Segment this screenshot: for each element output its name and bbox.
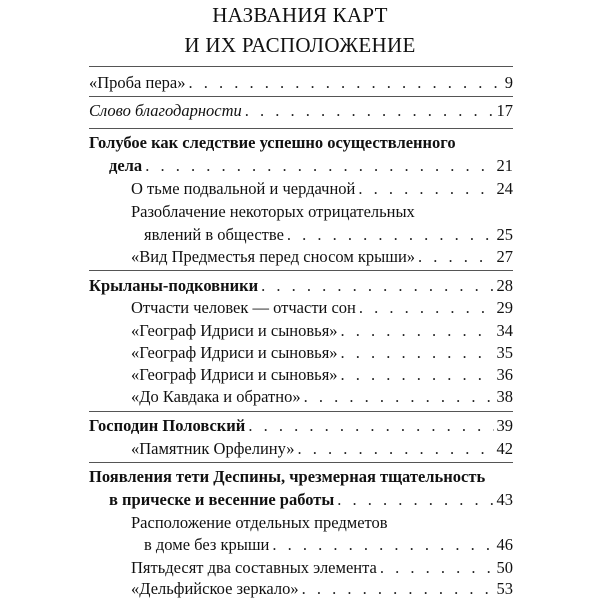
toc-entry [131, 344, 513, 362]
toc-entry-title: «Проба пера» [89, 73, 186, 92]
dot-leader [359, 299, 494, 317]
dot-leader [302, 580, 494, 598]
section-divider [89, 66, 513, 67]
toc-entry [131, 180, 513, 198]
toc-entry [131, 299, 513, 317]
toc-page-number: 29 [496, 298, 513, 317]
toc-entry [131, 248, 513, 266]
dot-leader [418, 248, 493, 266]
toc-entry-title: «Географ Идриси и сыновья» [131, 365, 338, 384]
toc-entry [131, 440, 513, 458]
toc-entry-title: «Памятник Орфелину» [131, 439, 295, 458]
toc-page-number: 27 [496, 247, 513, 266]
dot-leader [380, 559, 494, 577]
toc-page-number: 28 [496, 276, 513, 295]
toc-entry-title: «Географ Идриси и сыновья» [131, 321, 338, 340]
dot-leader [248, 417, 493, 435]
toc-entry-title: Господин Половский [89, 416, 246, 435]
dot-leader [145, 157, 493, 175]
toc-page-number: 25 [496, 225, 513, 244]
dot-leader [272, 536, 493, 554]
toc-page-number: 46 [496, 535, 513, 554]
section-divider [89, 462, 513, 463]
toc-entry [89, 277, 513, 295]
toc-entry [131, 580, 513, 598]
toc-entry [89, 74, 513, 92]
toc-entry [131, 388, 513, 406]
toc-entry [131, 366, 513, 384]
toc-entry-title: Пятьдесят два составных элемента [131, 558, 377, 577]
toc-page-number: 35 [496, 343, 513, 362]
toc-entry-title: «Дельфийское зеркало» [131, 579, 299, 598]
dot-leader [358, 180, 493, 198]
toc-entry-title: «Вид Предместья перед сносом крыши» [131, 247, 416, 266]
toc-entry [109, 491, 513, 509]
toc-entry-title-line: Голубое как следствие успешно осуществленного [89, 133, 456, 152]
page-title-line-1: НАЗВАНИЯ КАРТ [212, 3, 388, 27]
toc-entry [131, 322, 513, 340]
dot-leader [341, 344, 494, 362]
toc-entry-title: явлений в обществе [144, 225, 284, 244]
toc-page-number: 53 [496, 579, 513, 598]
toc-entry-title-line: Появления тети Деспины, чрезмерная тщательность [89, 467, 486, 486]
section-divider [89, 270, 513, 271]
toc-entry-title: О тьме подвальной и чердачной [131, 179, 356, 198]
toc-page-number: 17 [496, 101, 513, 120]
toc-page-number: 34 [496, 321, 513, 340]
toc-page-number: 24 [496, 179, 513, 198]
toc-entry-title: в прическе и весенние работы [109, 490, 335, 509]
toc-entry-title: Слово благодарности [89, 101, 242, 120]
toc-entry-title: в доме без крыши [144, 535, 270, 554]
toc-page-number: 39 [496, 416, 513, 435]
toc-page-number: 42 [496, 439, 513, 458]
toc-entry [89, 417, 513, 435]
toc-entry-title: «До Кавдака и обратно» [131, 387, 301, 406]
dot-leader [337, 491, 493, 509]
page-title-line-2: И ИХ РАСПОЛОЖЕНИЕ [184, 33, 416, 57]
dot-leader [341, 322, 494, 340]
dot-leader [245, 102, 494, 120]
toc-page-number: 38 [496, 387, 513, 406]
dot-leader [341, 366, 494, 384]
dot-leader [304, 388, 494, 406]
section-divider [89, 411, 513, 412]
toc-page-number: 21 [496, 156, 513, 175]
toc-entry-title: «Географ Идриси и сыновья» [131, 343, 338, 362]
section-divider [89, 128, 513, 129]
toc-entry-title-line: Расположение отдельных предметов [131, 513, 388, 532]
dot-leader [261, 277, 493, 295]
dot-leader [189, 74, 502, 92]
toc-page-number: 9 [504, 73, 513, 92]
dot-leader [298, 440, 494, 458]
section-divider [89, 96, 513, 97]
toc-entry-title: Крыланы-подковники [89, 276, 259, 295]
toc-entry [109, 157, 513, 175]
toc-entry-title-line: Разоблачение некоторых отрицательных [131, 202, 415, 221]
toc-entry [144, 536, 513, 554]
toc-entry [89, 102, 513, 120]
toc-page-number: 50 [496, 558, 513, 577]
toc-entry-title: дела [109, 156, 143, 175]
toc-entry [144, 226, 513, 244]
toc-entry [131, 559, 513, 577]
toc-entry-title: Отчасти человек — отчасти сон [131, 298, 356, 317]
toc-page-number: 43 [496, 490, 513, 509]
dot-leader [287, 226, 494, 244]
toc-page-number: 36 [496, 365, 513, 384]
